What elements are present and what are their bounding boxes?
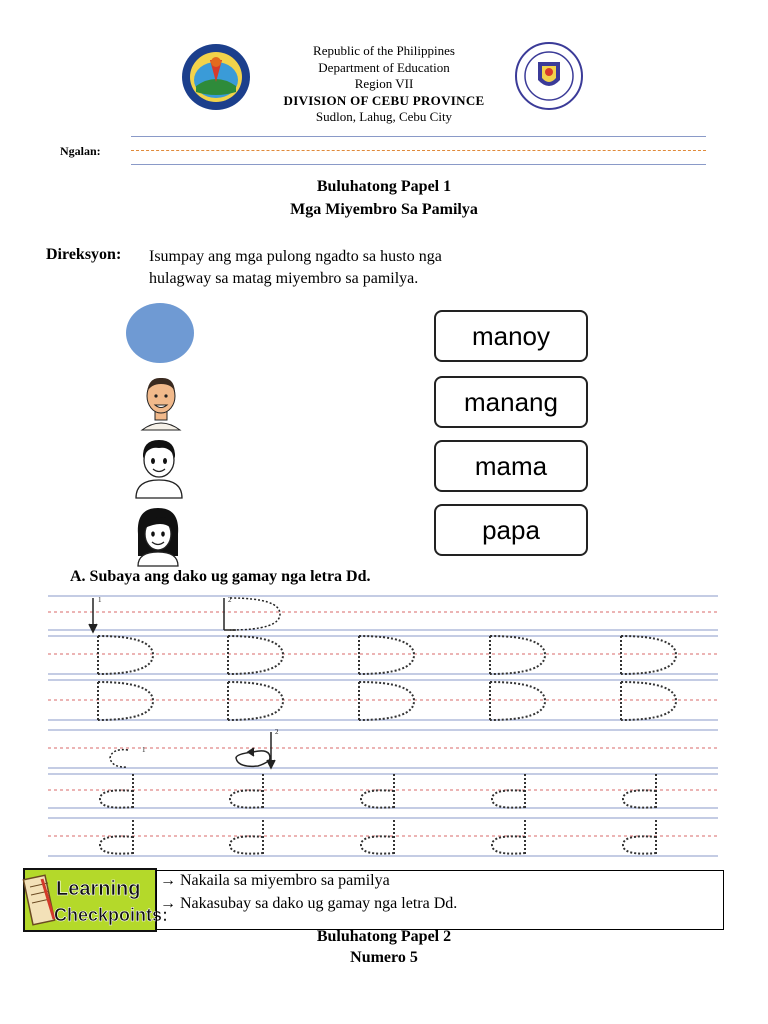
footer-title: Buluhatong Papel 2 <box>316 928 452 945</box>
name-line-top <box>131 136 706 137</box>
girl-face-icon <box>132 504 184 566</box>
directions-text <box>149 246 442 290</box>
directions-line-1: Isumpay ang mga pulong ngadto sa husto nga <box>149 248 442 265</box>
name-line-middle[interactable] <box>131 150 706 151</box>
svg-text:1: 1 <box>98 596 102 604</box>
word-box-mama[interactable]: mama <box>434 440 588 492</box>
directions-label: Direksyon: <box>46 246 122 263</box>
learning-checkpoints-badge-icon <box>24 869 169 931</box>
header-department: Department of Education <box>318 59 450 75</box>
word-box-papa[interactable]: papa <box>434 504 588 556</box>
word-box-manoy[interactable]: manoy <box>434 310 588 362</box>
guide-lines <box>48 596 718 856</box>
checkpoint-item-1: → Nakaila sa miyembro sa pamilya <box>160 872 390 889</box>
footer-subtitle: Numero 5 <box>350 949 418 966</box>
boy-face-icon <box>132 434 186 498</box>
father-face-icon <box>136 372 186 430</box>
header-region: Region VII <box>354 76 414 91</box>
svg-text:2: 2 <box>275 728 279 736</box>
word-box-manang[interactable]: manang <box>434 376 588 428</box>
header-address: Sudlon, Lahug, Cebu City <box>315 109 453 124</box>
svg-text:Checkpoints:: Checkpoints: <box>54 905 169 925</box>
checkpoint-item-2: → Nakasubay sa dako ug gamay nga letra Dd. <box>160 895 458 912</box>
header-division: DIVISION OF CEBU PROVINCE <box>283 92 485 108</box>
name-line-bottom <box>131 164 706 165</box>
header-block <box>234 43 534 126</box>
directions-line-2: hulagway sa matag miyembro sa pamilya. <box>149 270 419 287</box>
worksheet-subtitle: Mga Miyembro Sa Pamilya <box>290 201 478 218</box>
svg-text:Learning: Learning <box>56 878 141 900</box>
svg-text:1: 1 <box>142 746 146 754</box>
name-label: Ngalan: <box>60 144 101 158</box>
section-a-heading: A. Subaya ang dako ug gamay nga letra Dd. <box>70 568 371 585</box>
dotted-uppercase-d <box>98 636 676 720</box>
letter-tracing-area[interactable] <box>48 592 718 860</box>
stroke-guide-uppercase <box>89 596 280 632</box>
dotted-lowercase-d <box>100 774 656 854</box>
worksheet-title: Buluhatong Papel 1 <box>316 178 452 195</box>
svg-text:2: 2 <box>228 596 232 604</box>
blue-circle-placeholder <box>124 302 196 364</box>
header-republic: Republic of the Philippines <box>313 43 455 58</box>
